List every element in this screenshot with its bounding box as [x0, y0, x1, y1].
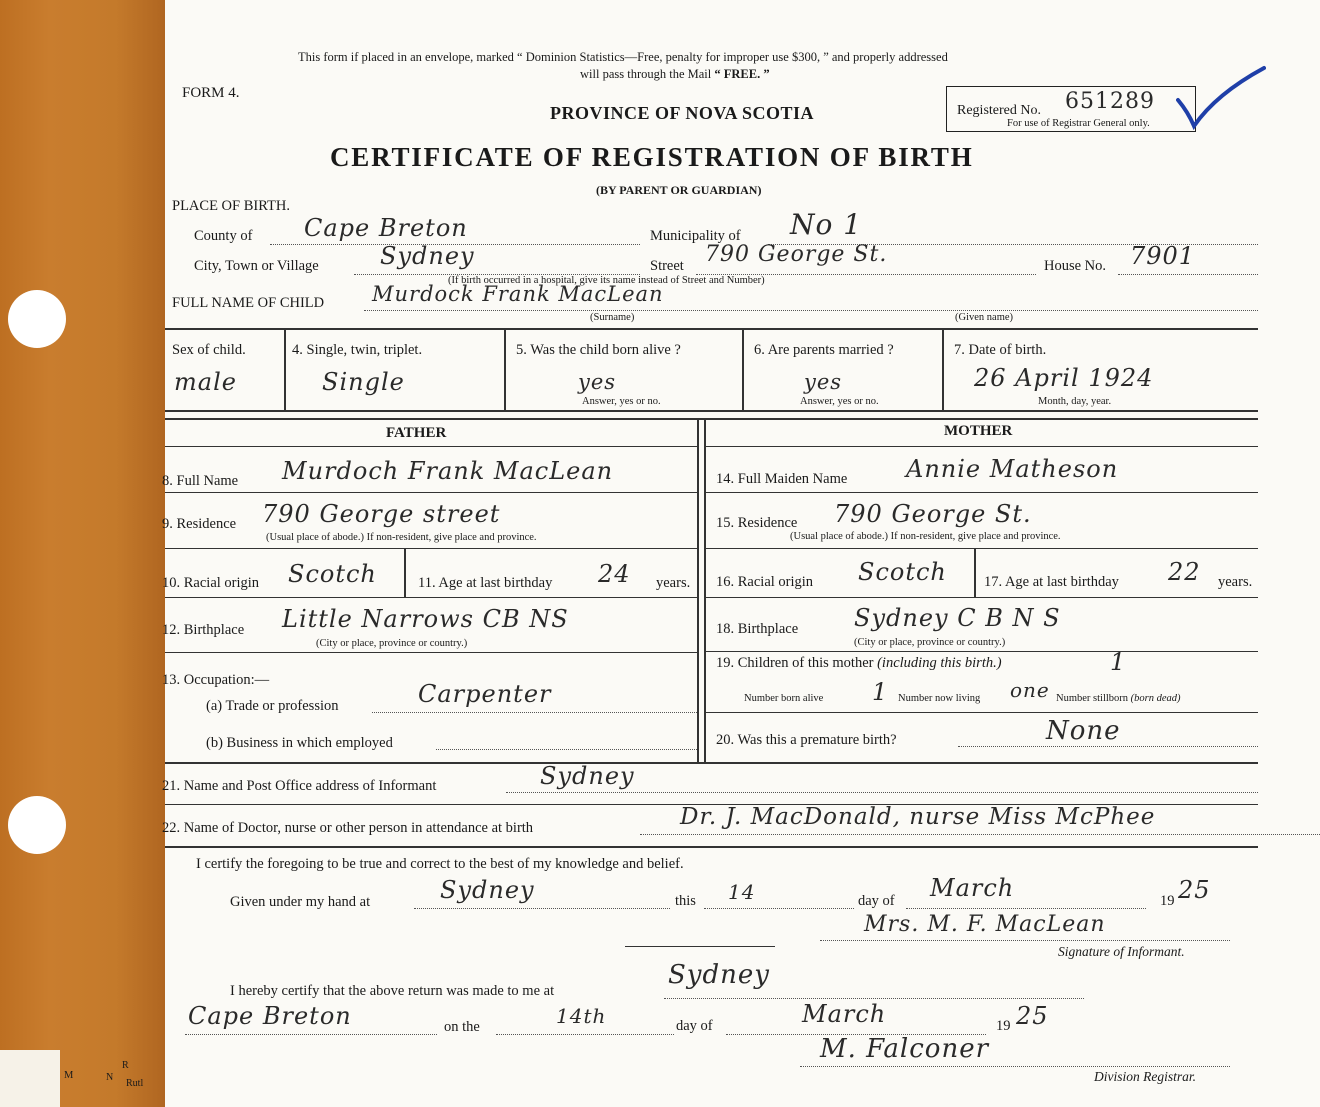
on-the-label: on the	[444, 1019, 480, 1035]
punch-hole	[8, 796, 66, 854]
given-month: March	[930, 874, 1015, 902]
edge-letter: M	[64, 1070, 74, 1081]
mother-residence-note: (Usual place of abode.) If non-resident, give place and province.	[790, 531, 1061, 542]
father-name-value: Murdoch Frank MacLean	[282, 457, 614, 485]
informant-signature: Mrs. M. F. MacLean	[864, 912, 1106, 937]
mother-birthplace-value: Sydney C B N S	[854, 604, 1061, 632]
municipality-label: Municipality of	[650, 228, 741, 244]
registrar-signature: M. Falconer	[820, 1034, 990, 1064]
dob-note: Month, day, year.	[1038, 396, 1112, 407]
mother-racial-label: 16. Racial origin	[716, 574, 814, 590]
form-number: FORM 4.	[182, 85, 240, 101]
registrar-signature-label: Division Registrar.	[1094, 1069, 1197, 1084]
doctor-label: 22. Name of Doctor, nurse or other person in attendance at birth	[162, 820, 534, 836]
registration-box	[946, 86, 1196, 132]
given-label: Given under my hand at	[230, 894, 371, 910]
mother-heading: MOTHER	[944, 423, 1013, 439]
registrar-month: March	[802, 1000, 887, 1028]
alive-label: 5. Was the child born alive ?	[516, 342, 681, 358]
day-of-label: day of	[858, 893, 895, 909]
father-birthplace-label: 12. Birthplace	[162, 622, 245, 638]
this-label: this	[675, 893, 696, 909]
street-note: (If birth occurred in a hospital, give its name instead of Street and Number)	[448, 275, 765, 286]
given-day: 14	[728, 880, 756, 904]
registrar-day: 14th	[556, 1004, 607, 1028]
mother-age-label: 17. Age at last birthday	[984, 574, 1119, 590]
father-racial-value: Scotch	[288, 560, 377, 588]
place-heading: PLACE OF BIRTH.	[172, 198, 290, 214]
father-age-value: 24	[598, 560, 631, 588]
county-label: County of	[194, 228, 253, 244]
street-value: 790 George St.	[705, 242, 888, 267]
stillborn-label	[1056, 693, 1181, 704]
city-value: Sydney	[380, 242, 475, 270]
mother-name-value: Annie Matheson	[906, 455, 1119, 483]
given-name-note: (Given name)	[955, 312, 1014, 323]
mother-residence-value: 790 George St.	[834, 500, 1032, 528]
informant-label: 21. Name and Post Office address of Informant	[162, 778, 437, 794]
signature-label: Signature of Informant.	[1058, 944, 1185, 959]
children-note: (including this birth.)	[877, 655, 1002, 671]
city-label: City, Town or Village	[194, 258, 319, 274]
father-birthplace-note: (City or place, province or country.)	[316, 638, 468, 649]
dob-value: 26 April 1924	[974, 364, 1154, 392]
mother-age-unit: years.	[1218, 574, 1253, 590]
page-subtitle: (BY PARENT OR GUARDIAN)	[596, 183, 762, 197]
registrar-statement: I hereby certify that the above return was made to me at	[230, 983, 555, 999]
registrar-county: Cape Breton	[188, 1002, 352, 1030]
mother-racial-value: Scotch	[858, 558, 947, 586]
married-note: Answer, yes or no.	[800, 396, 879, 407]
edge-letters	[106, 1072, 113, 1083]
father-racial-label: 10. Racial origin	[162, 575, 260, 591]
informant-value: Sydney	[540, 762, 635, 790]
registrar-place: Sydney	[668, 960, 770, 990]
certify-statement: I certify the foregoing to be true and correct to the best of my knowledge and belief.	[196, 856, 684, 872]
binding-strip	[0, 0, 165, 1107]
mother-children-label	[716, 655, 1002, 672]
registered-number: 651289	[1065, 89, 1155, 114]
page-title: CERTIFICATE OF REGISTRATION OF BIRTH	[330, 142, 974, 172]
father-residence-label: 9. Residence	[162, 516, 237, 532]
father-birthplace-value: Little Narrows CB NS	[282, 605, 569, 633]
born-alive-label: Number born alive	[744, 693, 824, 704]
year-prefix: 19	[1160, 893, 1175, 909]
father-heading: FATHER	[386, 425, 447, 441]
envelope-note-text: will pass through the Mail	[580, 67, 712, 81]
edge-letters	[122, 1060, 129, 1071]
house-value: 7901	[1130, 242, 1196, 270]
dob-label: 7. Date of birth.	[954, 342, 1047, 358]
stillborn-note: (born dead)	[1130, 693, 1181, 704]
married-value: yes	[804, 370, 843, 394]
father-residence-note: (Usual place of abode.) If non-resident, give place and province.	[266, 532, 537, 543]
province-title: PROVINCE OF NOVA SCOTIA	[550, 103, 815, 123]
punch-hole	[8, 290, 66, 348]
premature-value: None	[1046, 716, 1121, 746]
child-name-label: FULL NAME OF CHILD	[172, 295, 325, 311]
sex-value: male	[174, 368, 237, 396]
father-residence-value: 790 George street	[262, 500, 501, 528]
single-value: Single	[322, 368, 405, 396]
edge-letter: Rutl	[126, 1078, 144, 1089]
free-text: “ FREE. ”	[714, 67, 770, 81]
registrar-note: For use of Registrar General only.	[1007, 118, 1150, 129]
mother-children-value: 1	[1110, 648, 1127, 676]
edge-fragment	[0, 1050, 74, 1107]
registrar-day-of: day of	[676, 1018, 713, 1034]
municipality-value: No 1	[790, 208, 863, 241]
mother-birthplace-label: 18. Birthplace	[716, 621, 799, 637]
father-age-unit: years.	[656, 575, 691, 591]
living-value: one	[1010, 678, 1050, 702]
edge-letter: R	[122, 1060, 129, 1071]
father-trade-label: (a) Trade or profession	[206, 698, 339, 714]
county-value: Cape Breton	[304, 214, 468, 242]
edge-letter: N	[106, 1072, 114, 1083]
street-label: Street	[650, 258, 684, 274]
mother-age-value: 22	[1168, 558, 1201, 586]
mother-name-label: 14. Full Maiden Name	[716, 471, 848, 487]
children-label-text: 19. Children of this mother	[716, 655, 874, 671]
father-trade-value: Carpenter	[418, 680, 552, 708]
stillborn-label-text: Number stillborn	[1056, 693, 1129, 704]
envelope-note-line2	[580, 67, 770, 82]
sex-label: Sex of child.	[172, 342, 246, 358]
father-name-label: 8. Full Name	[162, 473, 239, 489]
father-business-label: (b) Business in which employed	[206, 735, 393, 751]
registrar-year-prefix: 19	[996, 1018, 1011, 1034]
registrar-year: 25	[1016, 1002, 1049, 1030]
single-label: 4. Single, twin, triplet.	[292, 342, 423, 358]
house-label: House No.	[1044, 258, 1107, 274]
father-age-label: 11. Age at last birthday	[418, 575, 553, 591]
alive-value: yes	[578, 370, 617, 394]
envelope-note-line1: This form if placed in an envelope, marked “ Dominion Statistics—Free, penalty for improper use $300, ” and properly addressed	[298, 50, 948, 64]
father-occupation-label: 13. Occupation:—	[162, 672, 270, 688]
registered-label: Registered No.	[957, 103, 1041, 118]
surname-note: (Surname)	[590, 312, 635, 323]
edge-letters	[126, 1078, 143, 1089]
checkmark-icon	[1176, 64, 1266, 134]
mother-birthplace-note: (City or place, province or country.)	[854, 637, 1006, 648]
doctor-value: Dr. J. MacDonald, nurse Miss McPhee	[680, 804, 1156, 830]
mother-residence-label: 15. Residence	[716, 515, 798, 531]
given-year: 25	[1178, 876, 1211, 904]
premature-label: 20. Was this a premature birth?	[716, 732, 897, 748]
married-label: 6. Are parents married ?	[754, 342, 894, 358]
born-alive-value: 1	[872, 678, 889, 706]
given-place: Sydney	[440, 876, 535, 904]
child-name-value: Murdock Frank MacLean	[372, 282, 664, 306]
alive-note: Answer, yes or no.	[582, 396, 661, 407]
living-label: Number now living	[898, 693, 981, 704]
